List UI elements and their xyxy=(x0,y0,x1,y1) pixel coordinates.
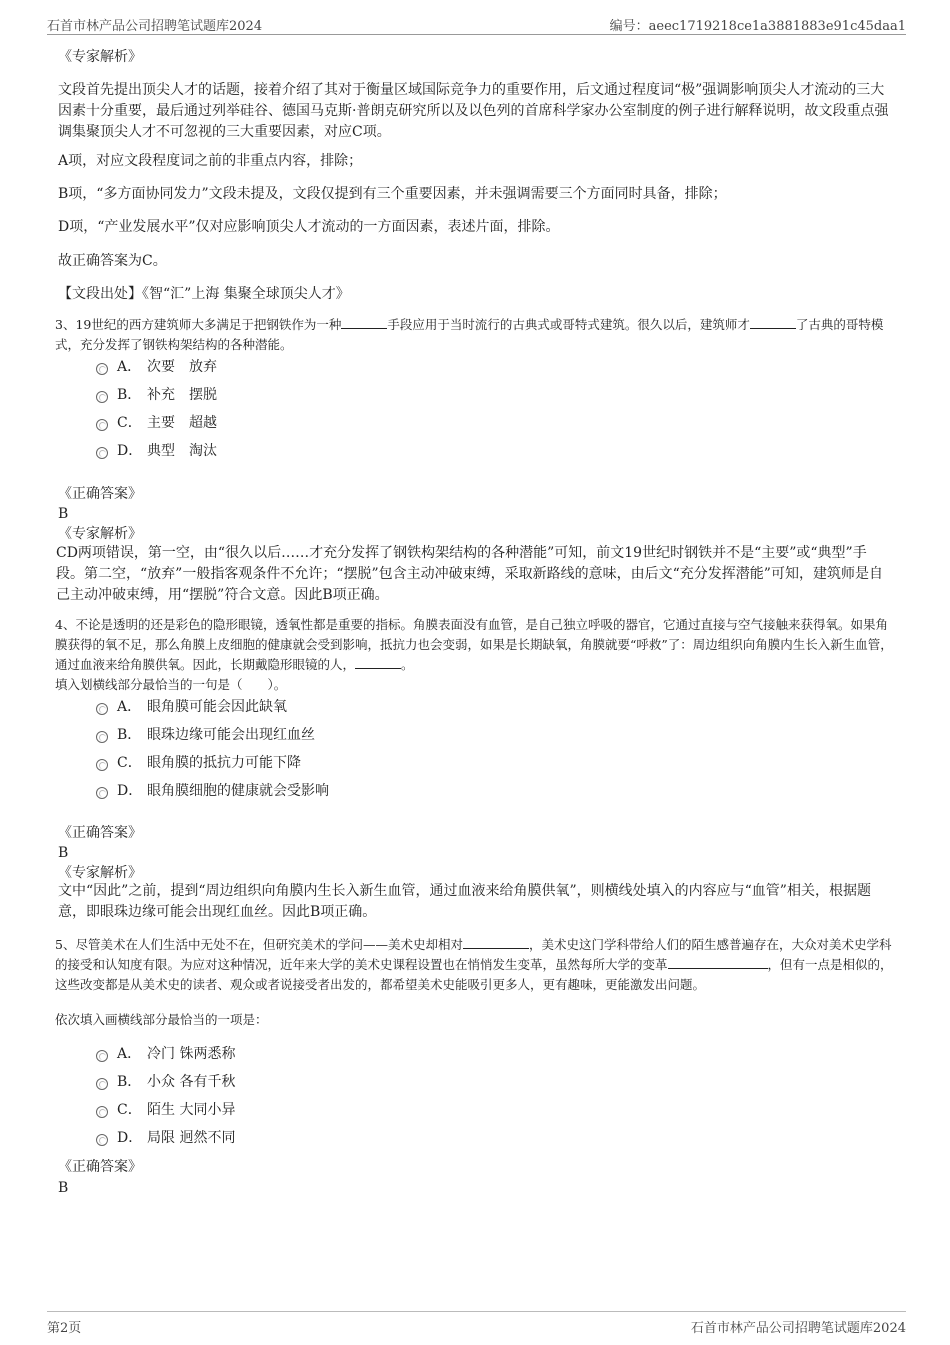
page-footer xyxy=(47,1311,906,1336)
radio-icon[interactable] xyxy=(96,419,108,431)
q4-question: 4、不论是透明的还是彩色的隐形眼镜，透氧性都是重要的指标。角膜表面没有血管，是自己独立呼吸的器官，它通过直接与空气接触来获得氧。如果角膜获得的氧不足，那么角膜上皮细胞的健康就会受到影响，抵抗力也会变弱，如果是长期缺氧，角膜就要“呼救”了：周边组织向角膜内生长入新生血管，通过血液来给角膜供氧。因此，长期戴隐形眼镜的人， 。 xyxy=(55,617,893,672)
q5-option-d[interactable]: D． 局限 迥然不同 xyxy=(96,1128,235,1148)
q3-option-d[interactable]: D． 典型 淘汰 xyxy=(96,441,217,461)
blank-line xyxy=(750,316,796,330)
radio-icon[interactable] xyxy=(96,1106,108,1118)
q2-analysis-para3: B项，“多方面协同发力”文段未提及，文段仅提到有三个重要因素，并未强调需要三个方面同时具备，排除； xyxy=(58,186,727,202)
q5-question: 5、尽管美术在人们生活中无处不在，但研究美术的学问——美术史却相对 ，美术史这门学科带给人们的陌生感普遍存在，大众对美术史学科的接受和认知度有限。为应对这种情况，近年来大学的美术史课程设置也在悄悄发生变革，虽然每所大学的变革 ，但有一点是相似的，这些改变都是从美术史的读者、观众或者说接受者出发的，都希望美术史能吸引更多人，更有趣味，更能激发出问题。 xyxy=(55,937,893,992)
q4-option-a[interactable]: A． 眼角膜可能会因此缺氧 xyxy=(96,697,287,717)
blank-line xyxy=(341,316,387,330)
q2-analysis-para2: A项，对应文段程度词之前的非重点内容，排除； xyxy=(58,153,363,169)
blank-line xyxy=(355,656,401,670)
header-title: 石首市林产品公司招聘笔试题库2024 xyxy=(47,19,263,34)
q5-answer: B xyxy=(58,1180,69,1196)
radio-icon[interactable] xyxy=(96,363,108,375)
radio-icon[interactable] xyxy=(96,1050,108,1062)
q3-option-c[interactable]: C． 主要 超越 xyxy=(96,413,217,433)
radio-icon[interactable] xyxy=(96,391,108,403)
q2-analysis-title: 《专家解析》 xyxy=(58,49,142,65)
q4-analysis-title: 《专家解析》 xyxy=(58,865,142,881)
radio-icon[interactable] xyxy=(96,731,108,743)
q4-option-d[interactable]: D． 眼角膜细胞的健康就会受影响 xyxy=(96,781,329,801)
q2-source: 【文段出处】《智“汇”上海 集聚全球顶尖人才》 xyxy=(58,286,350,302)
blank-line xyxy=(668,956,768,970)
q4-option-c[interactable]: C． 眼角膜的抵抗力可能下降 xyxy=(96,753,301,773)
q2-analysis-para5: 故正确答案为C。 xyxy=(58,253,167,269)
blank-line xyxy=(463,936,529,950)
q4-option-b[interactable]: B． 眼珠边缘可能会出现红血丝 xyxy=(96,725,315,745)
q3-answer: B xyxy=(58,506,69,522)
radio-icon[interactable] xyxy=(96,1078,108,1090)
radio-icon[interactable] xyxy=(96,447,108,459)
q4-answer: B xyxy=(58,845,69,861)
q3-option-a[interactable]: A． 次要 放弃 xyxy=(96,357,217,377)
footer-title: 石首市林产品公司招聘笔试题库2024 xyxy=(690,1321,906,1336)
page-number: 第2页 xyxy=(47,1321,82,1336)
q3-option-b[interactable]: B． 补充 摆脱 xyxy=(96,385,217,405)
q5-option-c[interactable]: C． 陌生 大同小异 xyxy=(96,1100,235,1120)
radio-icon[interactable] xyxy=(96,703,108,715)
q3-answer-title: 《正确答案》 xyxy=(58,486,142,502)
radio-icon[interactable] xyxy=(96,787,108,799)
radio-icon[interactable] xyxy=(96,1134,108,1146)
document-id: 编号：aeec1719218ce1a3881883e91c45daa1 xyxy=(609,19,906,34)
q4-answer-title: 《正确答案》 xyxy=(58,825,142,841)
q5-prompt: 依次填入画横线部分最恰当的一项是： xyxy=(55,1012,268,1027)
radio-icon[interactable] xyxy=(96,759,108,771)
q2-analysis-para1: 文段首先提出顶尖人才的话题，接着介绍了其对于衡量区域国际竞争力的重要作用，后文通过程度词“极”强调影响顶尖人才流动的三大因素十分重要，最后通过列举硅谷、德国马克斯·普朗克研究所以及以色列的首席科学家办公室制度的例子进行解释说明，故文段重点强调集聚顶尖人才不可忽视的三大重要因素，对应C项。 xyxy=(58,82,889,140)
q5-option-b[interactable]: B． 小众 各有千秋 xyxy=(96,1072,235,1092)
page-header xyxy=(47,14,906,35)
q4-analysis: 文中“因此”之前，提到“周边组织向角膜内生长入新生血管，通过血液来给角膜供氧”，则横线处填入的内容应与“血管”相关，根据题意，即眼珠边缘可能会出现红血丝。因此B项正确。 xyxy=(58,883,871,920)
q5-answer-title: 《正确答案》 xyxy=(58,1159,142,1175)
q4-prompt: 填入划横线部分最恰当的一句是（ ）。 xyxy=(55,677,287,692)
q3-question: 3、19世纪的西方建筑师大多满足于把钢铁作为一种 手段应用于当时流行的古典式或哥特式建筑。很久以后，建筑师才 了古典的哥特模式，充分发挥了钢铁构架结构的各种潜能。 xyxy=(55,317,884,352)
q2-analysis-para4: D项，“产业发展水平”仅对应影响顶尖人才流动的一方面因素，表述片面，排除。 xyxy=(58,219,560,235)
q3-analysis: CD两项错误，第一空，由“很久以后……才充分发挥了钢铁构架结构的各种潜能”可知，前文19世纪时钢铁并不是“主要”或“典型”手段。第二空，“放弃”一般指客观条件不允许；“摆脱”包含主动冲破束缚，采取新路线的意味，由后文“充分发挥潜能”可知，建筑师是自己主动冲破束缚，用“摆脱”符合文意。因此B项正确。 xyxy=(56,545,883,603)
q5-option-a[interactable]: A． 冷门 铢两悉称 xyxy=(96,1044,235,1064)
q3-analysis-title: 《专家解析》 xyxy=(58,526,142,542)
